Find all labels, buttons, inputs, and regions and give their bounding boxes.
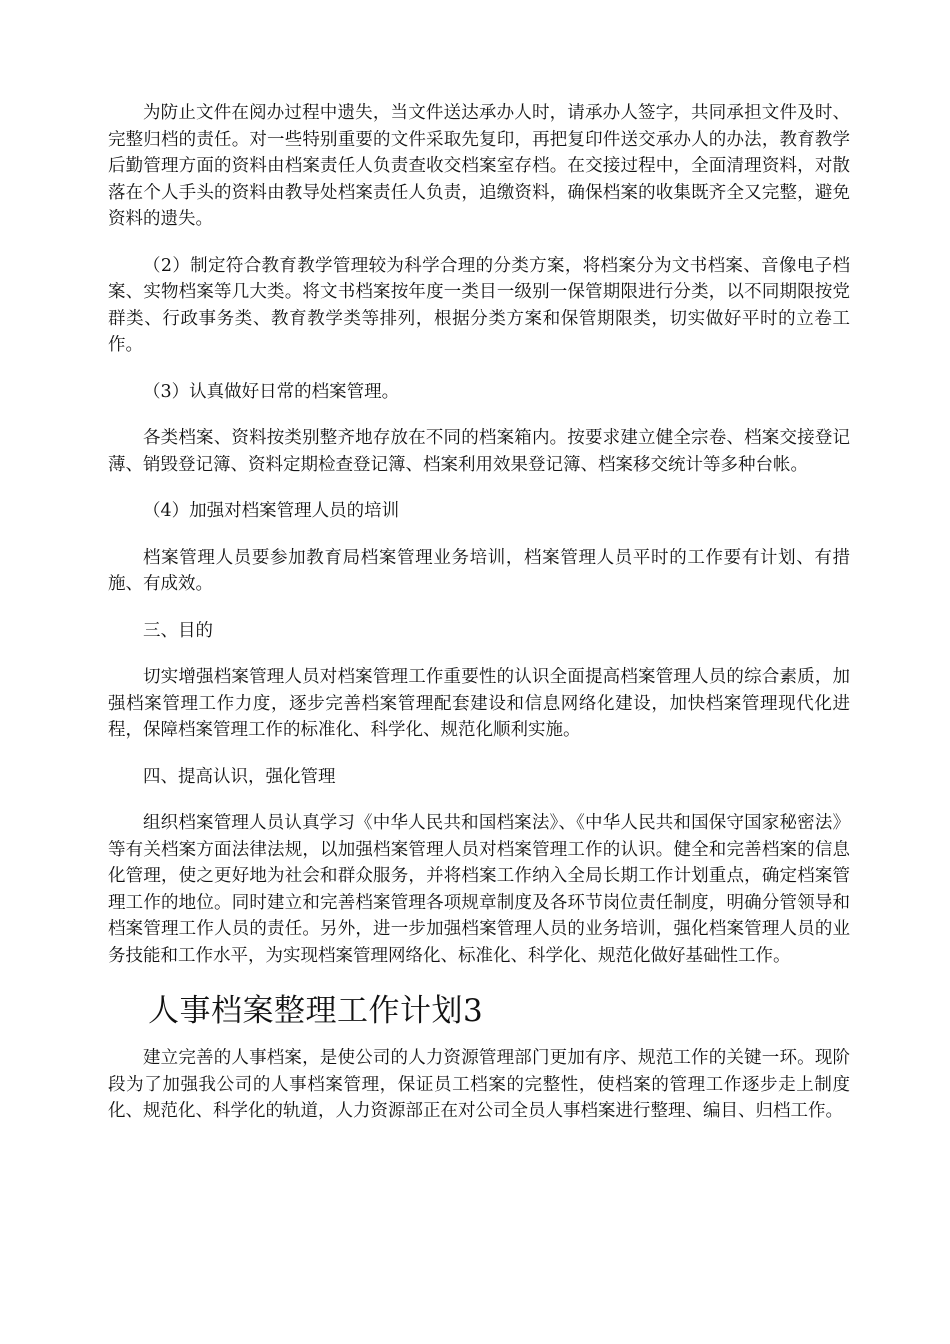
paragraph-awareness-body: 组织档案管理人员认真学习《中华人民共和国档案法》、《中华人民共和国保守国家秘密法》等有关档案方面法律法规，以加强档案管理人员对档案管理工作的认识。健全和完善档案的信息化管理，使之更好地为社会和群众服务，并将档案工作纳入全局长期工作计划重点，确定档案管理工作的地位。同时建立和完善档案管理各项规章制度及各环节岗位责任制度，明确分管领导和档案管理工作人员的责任。另外，进一步加强档案管理人员的业务培训，强化档案管理人员的业务技能和工作水平，为实现档案管理网络化、标准化、科学化、规范化做好基础性工作。: [108, 813, 850, 966]
paragraph-training-title: （4）加强对档案管理人员的培训: [143, 501, 400, 521]
paragraph-personnel-archives: 建立完善的人事档案，是使公司的人力资源管理部门更加有序、规范工作的关键一环。现阶段为了加强我公司的人事档案管理，保证员工档案的完整性，使档案的管理工作逐步走上制度化、规范化、科学化的轨道，人力资源部正在对公司全员人事档案进行整理、编目、归档工作。: [108, 1048, 850, 1121]
paragraph-training-body: 档案管理人员要参加教育局档案管理业务培训，档案管理人员平时的工作要有计划、有措施、有成效。: [108, 547, 850, 594]
document-body: [108, 100, 850, 1125]
paragraph-classification-plan: （2）制定符合教育教学管理较为科学合理的分类方案，将档案分为文书档案、音像电子档案、实物档案等几大类。将文书档案按年度一类目一级别一保管期限进行分类，以不同期限按党群类、行政事务类、教育教学类等排列，根据分类方案和保管期限类，切实做好平时的立卷工作。: [108, 255, 850, 355]
section-heading-purpose: 三、目的: [143, 620, 213, 641]
paragraph-purpose-body: 切实增强档案管理人员对档案管理工作重要性的认识全面提高档案管理人员的综合素质，加强档案管理工作力度，逐步完善档案管理配套建设和信息网络化建设，加快档案管理现代化进程，保障档案管理工作的标准化、科学化、规范化顺利实施。: [108, 667, 850, 740]
document-heading: 人事档案整理工作计划3: [148, 993, 484, 1029]
paragraph-storage-ledgers: 各类档案、资料按类别整齐地存放在不同的档案箱内。按要求建立健全宗卷、档案交接登记薄、销毁登记簿、资料定期检查登记簿、档案利用效果登记簿、档案移交统计等多种台帐。: [108, 428, 850, 475]
paragraph-daily-management: （3）认真做好日常的档案管理。: [143, 381, 400, 402]
paragraph-file-handover: 为防止文件在阅办过程中遗失，当文件送达承办人时，请承办人签字，共同承担文件及时、完整归档的责任。对一些特别重要的文件采取先复印，再把复印件送交承办人的办法，教育教学后勤管理方面的资料由档案责任人负责查收交档案室存档。在交接过程中，全面清理资料，对散落在个人手头的资料由教导处档案责任人负责，追缴资料，确保档案的收集既齐全又完整，避免资料的遗失。: [108, 103, 850, 229]
section-heading-awareness: 四、提高认识，强化管理: [143, 766, 336, 787]
